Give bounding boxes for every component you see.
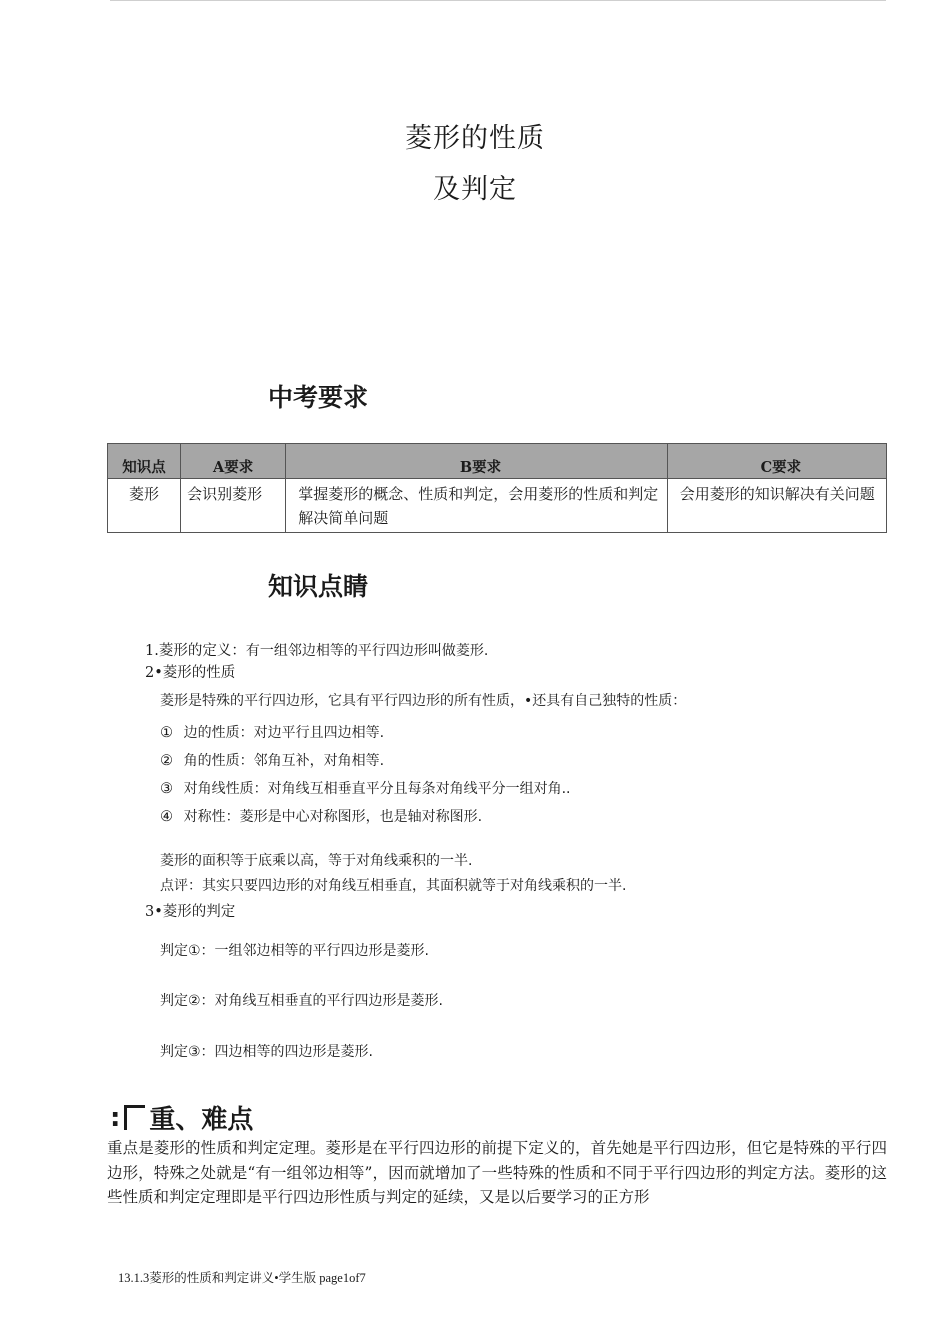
heading-prefix: : — [110, 1102, 121, 1133]
property-item — [160, 722, 384, 742]
table-cell: 会用菱形的知识解决有关问题 — [667, 479, 886, 533]
item-number: 1. — [145, 643, 159, 659]
heading-text: 重、难点 — [149, 1105, 254, 1135]
table-cell: 会识别菱形 — [181, 479, 286, 533]
property-text: 边的性质：对边平行且四边相等. — [183, 725, 385, 741]
properties-intro: 菱形是特殊的平行四边形，它具有平行四边形的所有性质，•还具有自己独特的性质： — [160, 693, 687, 709]
bracket-icon — [124, 1105, 145, 1130]
area-text: 菱形的面积等于底乘以高，等于对角线乘积的一半. — [160, 853, 473, 869]
table-header: C要求 — [667, 444, 886, 479]
knowledge-item-2 — [145, 661, 235, 682]
property-item — [160, 806, 482, 826]
circled-number: ② — [160, 753, 173, 769]
table-header: 知识点 — [108, 444, 181, 479]
section-heading-key-points — [110, 1099, 253, 1136]
item-heading: 菱形的性质 — [162, 665, 236, 681]
judgement-item: 判定③：四边相等的四边形是菱形. — [160, 1044, 374, 1060]
table-row — [108, 479, 887, 533]
knowledge-item-1 — [145, 639, 488, 660]
key-points-paragraph: 重点是菱形的性质和判定定理。菱形是在平行四边形的前提下定义的，首先她是平行四边形，但它是特殊的平行四边形，特殊之处就是“有一组邻边相等”，因而就增加了一些特殊的性质和不同于平行四边形的判定方法。菱形的这些性质和判定定理即是平行四边形性质与判定的延续，又是以后要学习的正方形 — [107, 1139, 887, 1206]
knowledge-item-3 — [145, 900, 235, 921]
page-title-line1: 菱形的性质 — [405, 123, 545, 154]
circled-number: ④ — [160, 809, 173, 825]
item-number: 3• — [145, 904, 163, 920]
page-title-line2: 及判定 — [433, 174, 517, 205]
table-cell: 掌握菱形的概念、性质和判定，会用菱形的性质和判定解决简单问题 — [286, 479, 667, 533]
circled-number: ③ — [160, 781, 173, 797]
property-text: 角的性质：邻角互补，对角相等. — [183, 753, 385, 769]
table-header: B要求 — [286, 444, 667, 479]
comment-text: 点评：其实只要四边形的对角线互相垂直，其面积就等于对角线乘积的一半. — [160, 878, 627, 894]
item-number: 2• — [145, 665, 163, 681]
property-item — [160, 778, 571, 798]
item-heading: 菱形的定义： — [158, 643, 246, 659]
page-footer: 13.1.3菱形的性质和判定讲义•学生版 page1of7 — [118, 1271, 366, 1285]
judgement-item: 判定①：一组邻边相等的平行四边形是菱形. — [160, 943, 429, 959]
section-heading-knowledge: 知识点睛 — [268, 572, 369, 601]
table-cell: 菱形 — [108, 479, 181, 533]
item-text: 有一组邻边相等的平行四边形叫做菱形. — [245, 643, 489, 659]
judgement-item: 判定②：对角线互相垂直的平行四边形是菱形. — [160, 993, 443, 1009]
requirements-table — [107, 443, 887, 533]
table-header-row — [108, 444, 887, 479]
property-text: 对称性：菱形是中心对称图形，也是轴对称图形. — [183, 809, 483, 825]
top-rule — [110, 0, 886, 1]
property-text: 对角线性质：对角线互相垂直平分且每条对角线平分一组对角.. — [183, 781, 571, 797]
circled-number: ① — [160, 725, 173, 741]
property-item — [160, 750, 384, 770]
item-heading: 菱形的判定 — [162, 904, 236, 920]
section-heading-requirements: 中考要求 — [268, 383, 369, 412]
table-header: A要求 — [181, 444, 286, 479]
